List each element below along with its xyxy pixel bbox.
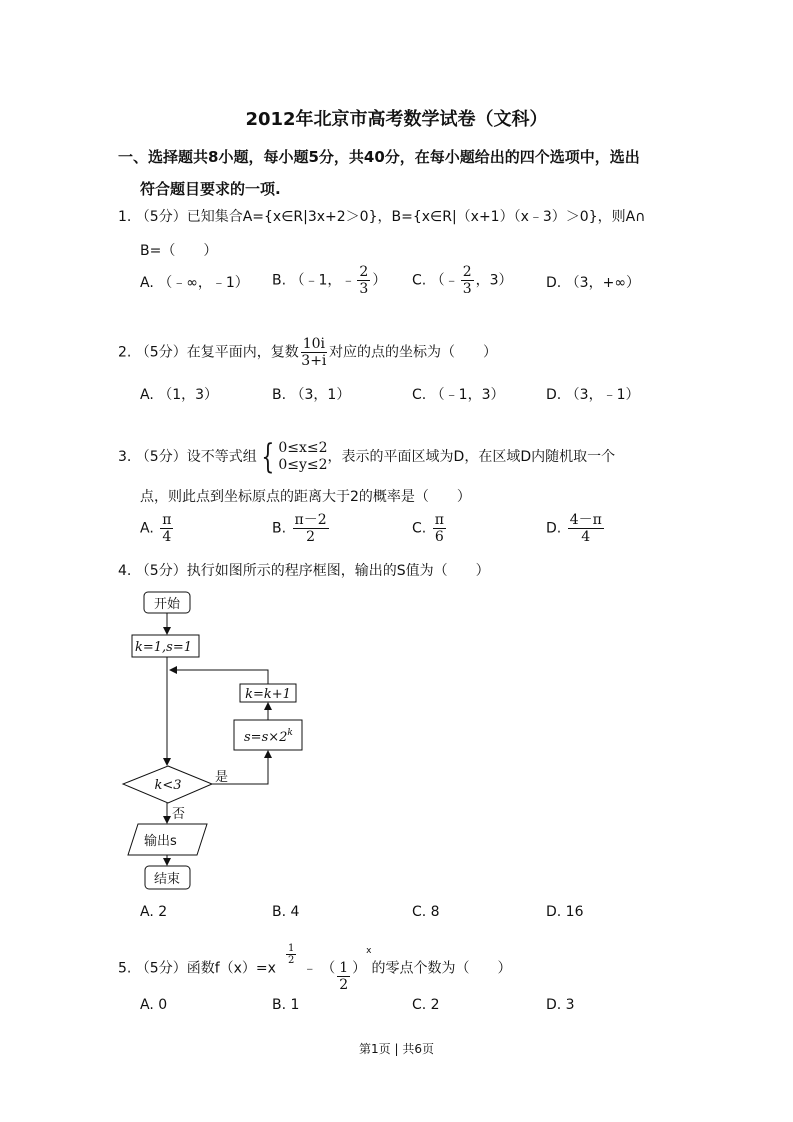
- q2-text-post: 对应的点的坐标为（ ）: [329, 344, 498, 361]
- option-label: C.: [412, 520, 427, 537]
- denominator: 2: [339, 977, 349, 994]
- update-s-label: $s=s\times 2^k$: [244, 728, 293, 745]
- q5-option-d: D. 3: [546, 997, 575, 1013]
- q5-option-b: B. 1: [272, 997, 300, 1013]
- denominator: 3: [462, 281, 472, 298]
- inequality-2: 0≤y≤2: [278, 457, 328, 473]
- section-heading-cont: 符合题目要求的一项.: [140, 180, 281, 198]
- option-label: B.: [272, 520, 287, 537]
- q1-b-close: ）: [372, 272, 387, 289]
- no-label: 否: [172, 807, 186, 822]
- numerator: π: [434, 512, 444, 528]
- q1-option-a: A. （﹣∞，﹣1）: [140, 275, 249, 291]
- yes-label: 是: [215, 770, 229, 785]
- section-heading: 一、选择题共8小题，每小题5分，共40分，在每小题给出的四个选项中，选出: [118, 148, 640, 166]
- condition-label: k<3: [154, 778, 182, 793]
- q3-stem-cont: 点，则此点到坐标原点的距离大于2的概率是（ ）: [140, 489, 471, 505]
- q3-text: 3. （5分）设不等式组: [118, 449, 257, 465]
- q4-option-d: D. 16: [546, 904, 584, 920]
- q1-c-close: ，3）: [475, 272, 513, 289]
- fraction: [337, 960, 350, 993]
- start-label: 开始: [153, 597, 181, 612]
- denominator: 2: [287, 955, 295, 967]
- q5-close: ）: [352, 960, 367, 977]
- q5-option-c: C. 2: [412, 997, 440, 1013]
- init-label: k=1,s=1: [135, 640, 193, 655]
- q1-stem-cont: B=（ ）: [140, 243, 218, 259]
- q4-option-a: A. 2: [140, 904, 168, 920]
- q1-option-d: D. （3，+∞）: [546, 275, 640, 291]
- option-label: A.: [140, 520, 154, 537]
- denominator: 2: [306, 529, 316, 546]
- q1-c-text: C. （﹣: [412, 272, 459, 289]
- numerator: π－2: [294, 512, 327, 528]
- denominator: 3+i: [301, 353, 327, 370]
- inequality-system: { 0≤x≤2 0≤y≤2: [261, 437, 328, 477]
- numerator: 10i: [302, 336, 326, 352]
- q4-option-c: C. 8: [412, 904, 440, 920]
- q2-option-c: C. （﹣1，3）: [412, 387, 505, 403]
- numerator: 1: [287, 942, 295, 954]
- inequality-1: 0≤x≤2: [278, 440, 328, 457]
- q5-text: 5. （5分）函数f（x）=x: [118, 960, 276, 977]
- q1-b-text: B. （﹣1，﹣: [272, 272, 356, 289]
- q4-stem: 4. （5分）执行如图所示的程序框图，输出的S值为（ ）: [118, 563, 490, 579]
- numerator: π: [162, 512, 172, 528]
- q3-text-post: ，表示的平面区域为D，在区域D内随机取一个: [327, 449, 616, 465]
- q2-option-a: A. （1，3）: [140, 387, 219, 403]
- denominator: 6: [434, 529, 444, 546]
- q4-option-b: B. 4: [272, 904, 300, 920]
- q2-text: 2. （5分）在复平面内，复数: [118, 344, 299, 361]
- q5-tail: 的零点个数为（ ）: [371, 960, 512, 977]
- numerator: 4－π: [569, 512, 602, 528]
- end-label: 结束: [153, 872, 181, 887]
- page-footer: 第1页 | 共6页: [359, 1042, 434, 1056]
- q5-option-a: A. 0: [140, 997, 168, 1013]
- page-title: 2012年北京市高考数学试卷（文科）: [245, 109, 548, 130]
- q2-option-b: B. （3，1）: [272, 387, 351, 403]
- denominator: 4: [581, 529, 591, 546]
- denominator: 3: [359, 281, 369, 298]
- output-label: 输出s: [144, 834, 177, 849]
- denominator: 4: [162, 529, 172, 546]
- exponent-x: x: [366, 946, 372, 956]
- numerator: 2: [462, 264, 472, 280]
- q1-stem: 1. （5分）已知集合A={x∈R|3x+2＞0}，B={x∈R|（x+1）（x﹣3）＞0}，则A∩: [118, 209, 646, 225]
- q2-option-d: D. （3，﹣1）: [546, 387, 640, 403]
- q5-minus: ﹣ （: [298, 960, 336, 977]
- numerator: 2: [359, 264, 369, 280]
- option-label: D.: [546, 520, 562, 537]
- update-k-label: k=k+1: [245, 687, 291, 702]
- q5-stem: [118, 942, 512, 994]
- exponent-fraction: [286, 943, 296, 967]
- numerator: 1: [339, 960, 349, 976]
